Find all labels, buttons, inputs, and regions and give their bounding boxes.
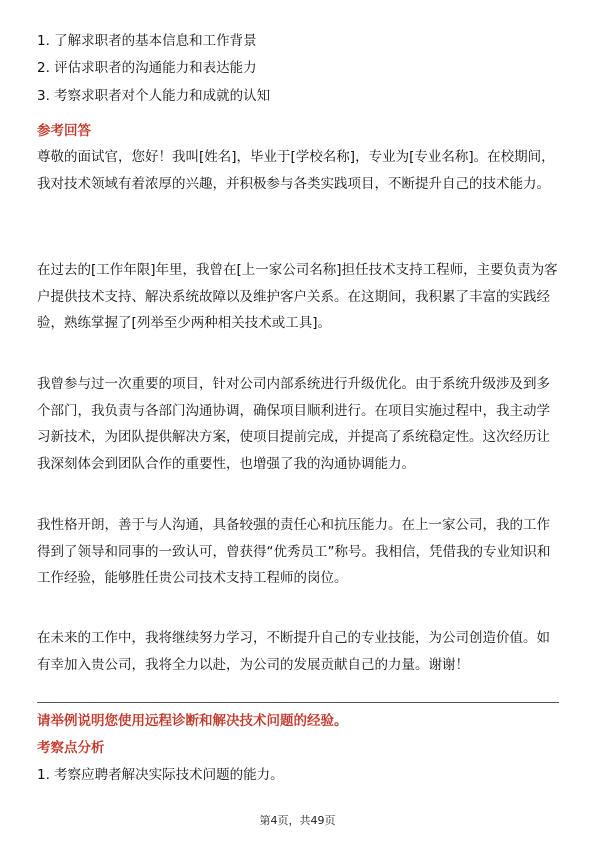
- analysis-item-1: 1. 考察应聘者解决实际技术问题的能力。: [37, 767, 284, 783]
- answer-paragraph-4: 我性格开朗，善于与人沟通，具备较强的责任心和抗压能力。在上一家公司，我的工作得到了领导和同事的一致认可，曾获得“优秀员工”称号。我相信，凭借我的专业知识和工作经验，能够胜任贵公司技术支持工程师的岗位。: [37, 517, 551, 586]
- answer-paragraph-2: 在过去的[工作年限]年里，我曾在[上一家公司名称]担任技术支持工程师，主要负责为客户提供技术支持、解决系统故障以及维护客户关系。在这期间，我积累了丰富的实践经验，熟练掌握了[列举至少两种相关技术或工具]。: [37, 262, 558, 331]
- answer-paragraph-1: 尊敬的面试官，您好！我叫[姓名]，毕业于[学校名称]，专业为[专业名称]。在校期间，我对技术领域有着浓厚的兴趣，并积极参与各类实践项目，不断提升自己的技术能力。: [37, 149, 555, 192]
- analysis-heading: 考察点分析: [37, 740, 105, 756]
- next-question: 请举例说明您使用远程诊断和解决技术问题的经验。: [37, 713, 348, 729]
- page-number: 第4页，共49页: [259, 814, 336, 827]
- section-divider: [37, 702, 559, 703]
- objective-item-1: 1. 了解求职者的基本信息和工作背景: [37, 33, 257, 49]
- objective-item-3: 3. 考察求职者对个人能力和成就的认知: [37, 88, 271, 104]
- answer-heading: 参考回答: [37, 123, 91, 139]
- answer-paragraph-5: 在未来的工作中，我将继续努力学习，不断提升自己的专业技能，为公司创造价值。如有幸加入贵公司，我将全力以赴，为公司的发展贡献自己的力量。谢谢！: [37, 630, 550, 673]
- answer-paragraph-3: 我曾参与过一次重要的项目，针对公司内部系统进行升级优化。由于系统升级涉及到多个部门，我负责与各部门沟通协调，确保项目顺利进行。在项目实施过程中，我主动学习新技术，为团队提供解决方案，使项目提前完成，并提高了系统稳定性。这次经历让我深刻体会到团队合作的重要性，也增强了我的沟通协调能力。: [37, 376, 550, 472]
- objective-item-2: 2. 评估求职者的沟通能力和表达能力: [37, 60, 257, 76]
